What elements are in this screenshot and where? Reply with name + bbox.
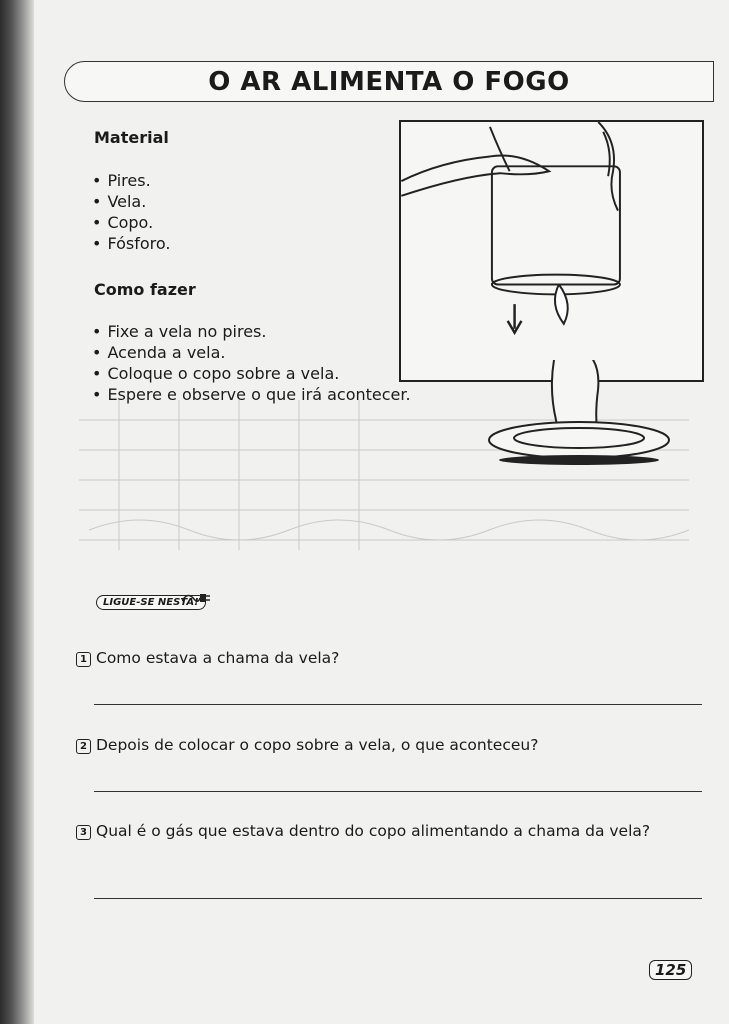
question-number-badge: 2 (76, 739, 91, 754)
answer-line-2[interactable] (94, 791, 702, 792)
answer-line-3[interactable] (94, 898, 702, 899)
page-title: O AR ALIMENTA O FOGO (208, 66, 570, 97)
question-1 (76, 647, 696, 669)
question-text: Como estava a chama da vela? (96, 649, 340, 667)
glass-over-candle-illustration (399, 120, 704, 382)
ligue-se-badge: LIGUE-SE NESTA! (96, 595, 206, 610)
step-item: • Espere e observe o que irá acontecer. (92, 384, 411, 405)
plug-icon (182, 589, 210, 607)
glass-shape (492, 166, 620, 284)
como-fazer-heading: Como fazer (94, 280, 196, 299)
material-item: • Fósforo. (92, 233, 170, 254)
material-item: • Pires. (92, 170, 170, 191)
question-number-badge: 1 (76, 652, 91, 667)
question-2 (76, 734, 696, 756)
candle-dish-illustration (474, 360, 684, 470)
question-text: Depois de colocar o copo sobre a vela, o que aconteceu? (96, 736, 539, 754)
title-banner (64, 61, 714, 102)
step-item: • Acenda a vela. (92, 342, 411, 363)
down-arrow-icon (508, 304, 522, 333)
step-item: • Coloque o copo sobre a vela. (92, 363, 411, 384)
page-number: 125 (649, 960, 692, 980)
hand-left-shape (401, 155, 549, 195)
workbook-page (34, 0, 729, 1024)
material-item: • Vela. (92, 191, 170, 212)
steps-list (92, 321, 411, 405)
question-3 (76, 820, 696, 842)
answer-line-1[interactable] (94, 704, 702, 705)
question-text: Qual é o gás que estava dentro do copo alimentando a chama da vela? (96, 822, 651, 840)
material-list (92, 170, 170, 254)
material-item: • Copo. (92, 212, 170, 233)
step-item: • Fixe a vela no pires. (92, 321, 411, 342)
question-number-badge: 3 (76, 825, 91, 840)
book-spine-shadow (0, 0, 34, 1024)
material-heading: Material (94, 128, 169, 147)
